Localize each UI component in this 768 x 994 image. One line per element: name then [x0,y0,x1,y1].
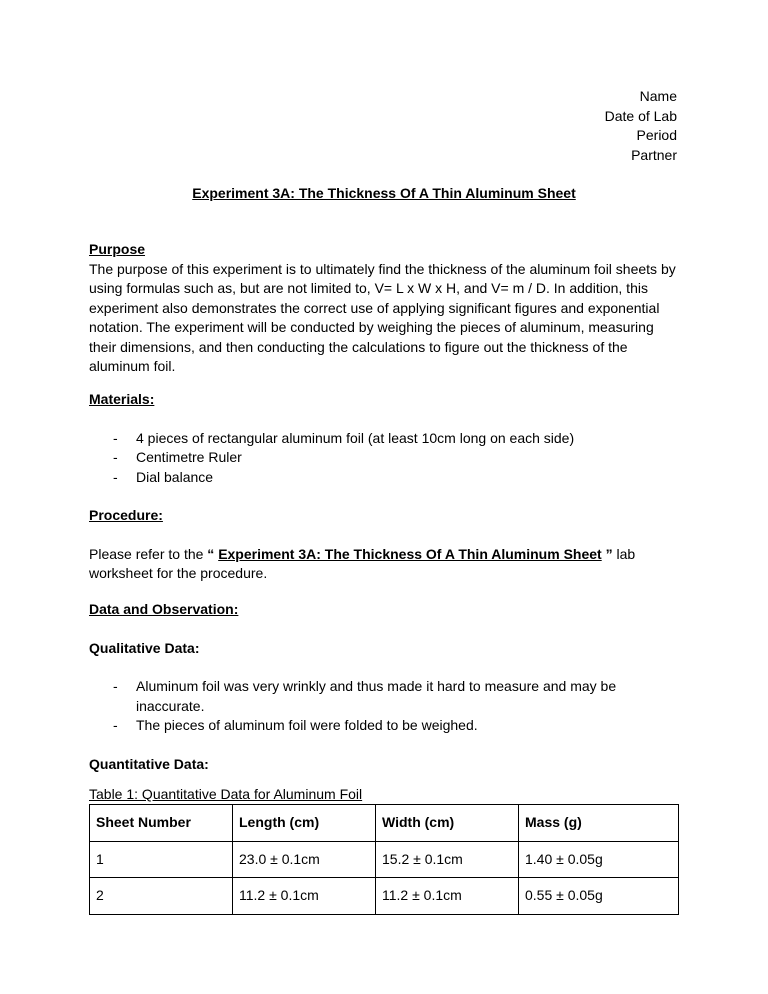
procedure-text: Please refer to the “ Experiment 3A: The Thickness Of A Thin Aluminum Sheet ” lab worksheet for the procedure. [89,545,636,581]
list-item: - Dial balance [113,468,214,485]
list-item: - The pieces of aluminum foil were folded to be weighed. [113,717,478,733]
purpose-text: The purpose of this experiment is to ultimately find the thickness of the aluminum foil sheets by using formulas such as, but are not limited to, V= L x W x H, and V= m / D. In addition, this experiment also demonstrates the correct use of applying significant figures and exponential notation. The experiment will be conducted by weighing the pieces of aluminum, measuring their dimensions, and then conducting the calculations to figure out the thickness of the aluminum foil. [89,260,676,374]
table-row [90,841,679,878]
column-header: Width (cm) [376,805,519,842]
table-cell: 15.2 ± 0.1cm [376,841,519,878]
table-row [90,878,679,915]
document-title: Experiment 3A: The Thickness Of A Thin Aluminum Sheet [192,185,576,201]
procedure-section [89,506,679,584]
qualitative-list [89,677,679,736]
table-cell: 2 [90,878,233,915]
materials-heading: Materials: [89,391,155,407]
table-cell: 1.40 ± 0.05g [519,841,679,878]
table-cell: 11.2 ± 0.1cm [376,878,519,915]
column-header: Sheet Number [90,805,233,842]
column-header: Mass (g) [519,805,679,842]
table-header-row [90,805,679,842]
qualitative-heading: Qualitative Data: [89,639,200,656]
list-item: - 4 pieces of rectangular aluminum foil (at least 10cm long on each side) [113,429,575,446]
data-heading: Data and Observation: [89,601,239,617]
procedure-reference: Experiment 3A: The Thickness Of A Thin Aluminum Sheet [218,545,602,562]
list-item: - Aluminum foil was very wrinkly and thus made it hard to measure and may be inaccurate. [113,678,617,714]
materials-section [89,390,679,487]
header-period: Period [636,127,677,143]
table-cell: 0.55 ± 0.05g [519,878,679,915]
data-section [89,600,679,774]
materials-list [89,429,679,488]
quantitative-heading: Quantitative Data: [89,755,209,772]
data-table [89,804,679,915]
header-date: Date of Lab [604,107,677,124]
table-cell: 23.0 ± 0.1cm [233,841,376,878]
header-partner: Partner [631,146,677,163]
table-cell: 11.2 ± 0.1cm [233,878,376,915]
table-caption: Table 1: Quantitative Data for Aluminum Foil [89,786,363,802]
procedure-heading: Procedure: [89,507,163,523]
purpose-heading: Purpose [89,241,146,257]
list-item: - Centimetre Ruler [113,449,242,465]
header-block [605,87,677,165]
purpose-section [89,240,679,377]
column-header: Length (cm) [233,805,376,842]
header-name: Name [639,88,677,104]
table-cell: 1 [90,841,233,878]
